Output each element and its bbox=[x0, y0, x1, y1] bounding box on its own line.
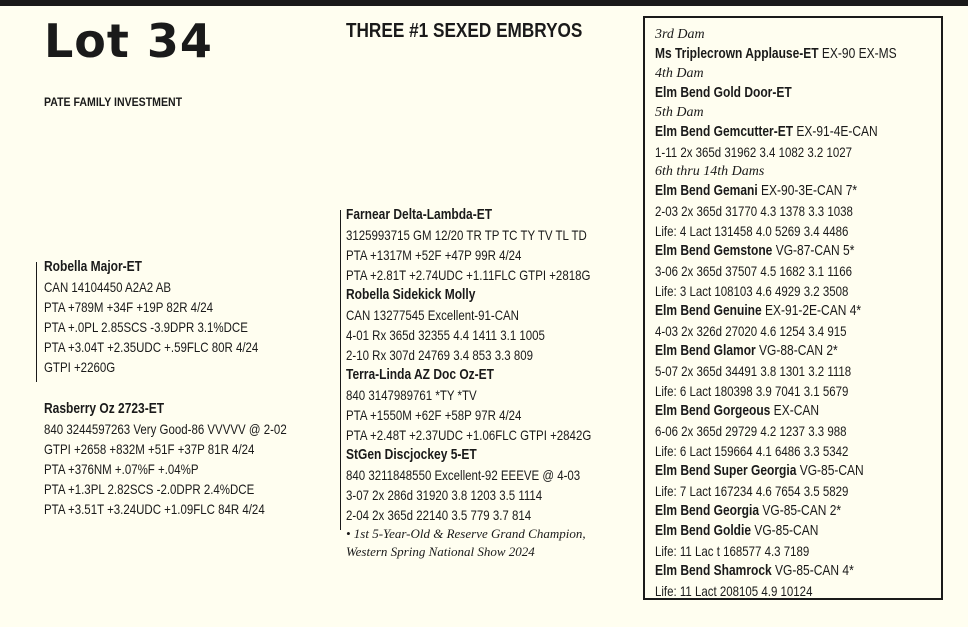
dam-name: Elm Bend Glamor VG-88-CAN 2* bbox=[655, 342, 838, 359]
pedigree-line: PTA +2.48T +2.37UDC +1.06FLC GTPI +2842G bbox=[346, 427, 592, 443]
top-rule bbox=[0, 0, 968, 6]
sire2-line: PTA +1.3PL 2.82SCS -2.0DPR 2.4%DCE bbox=[44, 481, 255, 497]
sire2-line: 840 3244597263 Very Good-86 VVVVV @ 2-02 bbox=[44, 421, 287, 437]
dam-name: Ms Triplecrown Applause-ET EX-90 EX-MS bbox=[655, 45, 897, 62]
sire-bracket bbox=[36, 262, 37, 382]
generation-label: 3rd Dam bbox=[655, 27, 705, 42]
dam-record-line: Life: 7 Lact 167234 4.6 7654 3.5 5829 bbox=[655, 483, 849, 499]
sire2-line: GTPI +2658 +832M +51F +37P 81R 4/24 bbox=[44, 441, 255, 457]
pedigree-line: 840 3211848550 Excellent-92 EEEVE @ 4-03 bbox=[346, 467, 581, 483]
pedigree-name: Terra-Linda AZ Doc Oz-ET bbox=[346, 366, 495, 383]
sire-line: PTA +789M +34F +19P 82R 4/24 bbox=[44, 299, 214, 315]
award-note: Western Spring National Show 2024 bbox=[346, 544, 535, 559]
pedigree-name: StGen Discjockey 5-ET bbox=[346, 446, 477, 463]
sire2-name: Rasberry Oz 2723-ET bbox=[44, 400, 165, 417]
dam-record-line: Life: 11 Lact 208105 4.9 10124 bbox=[655, 583, 813, 599]
dam-record-line: 5-07 2x 365d 34491 3.8 1301 3.2 1118 bbox=[655, 363, 852, 379]
pedigree-line: 2-04 2x 365d 22140 3.5 779 3.7 814 bbox=[346, 507, 532, 523]
dam-record-line: 2-03 2x 365d 31770 4.3 1378 3.3 1038 bbox=[655, 203, 853, 219]
sire-line: PTA +.0PL 2.85SCS -3.9DPR 3.1%DCE bbox=[44, 319, 248, 335]
dam-name: Elm Bend Gemcutter-ET EX-91-4E-CAN bbox=[655, 123, 878, 140]
sire-line: GTPI +2260G bbox=[44, 359, 116, 375]
dam-name: Elm Bend Gemstone VG-87-CAN 5* bbox=[655, 242, 855, 259]
pedigree-line: CAN 13277545 Excellent-91-CAN bbox=[346, 307, 519, 323]
pedigree-bracket bbox=[340, 290, 341, 370]
sire2-line: PTA +3.51T +3.24UDC +1.09FLC 84R 4/24 bbox=[44, 501, 265, 517]
pedigree-bracket bbox=[340, 450, 341, 530]
dam-record-line: 3-06 2x 365d 37507 4.5 1682 3.1 1166 bbox=[655, 263, 853, 279]
lot-title: Lot 34 bbox=[44, 14, 213, 68]
dam-record-line: Life: 6 Lact 180398 3.9 7041 3.1 5679 bbox=[655, 383, 849, 399]
dam-record-line: 4-03 2x 326d 27020 4.6 1254 3.4 915 bbox=[655, 323, 847, 339]
dam-record-line: Life: 4 Lact 131458 4.0 5269 3.4 4486 bbox=[655, 223, 849, 239]
dam-name: Elm Bend Shamrock VG-85-CAN 4* bbox=[655, 562, 854, 579]
sire-name: Robella Major-ET bbox=[44, 258, 143, 275]
sire2-line: PTA +376NM +.07%F +.04%P bbox=[44, 461, 199, 477]
sire-line: PTA +3.04T +2.35UDC +.59FLC 80R 4/24 bbox=[44, 339, 259, 355]
offering-headline: THREE #1 SEXED EMBRYOS bbox=[346, 20, 583, 42]
sire2-block bbox=[44, 399, 340, 519]
dam-family-list bbox=[655, 25, 957, 601]
award-note: • 1st 5-Year-Old & Reserve Grand Champion, bbox=[346, 526, 586, 541]
pedigree-line: 840 3147989761 *TY *TV bbox=[346, 387, 477, 403]
sire-line: CAN 14104450 A2A2 AB bbox=[44, 279, 172, 295]
pedigree-name: Farnear Delta-Lambda-ET bbox=[346, 206, 493, 223]
pedigree-line: 2-10 Rx 307d 24769 3.4 853 3.3 809 bbox=[346, 347, 534, 363]
dam-name: Elm Bend Gold Door-ET bbox=[655, 84, 792, 101]
pedigree-line: PTA +1550M +62F +58P 97R 4/24 bbox=[346, 407, 522, 423]
pedigree-line: 4-01 Rx 365d 32355 4.4 1411 3.1 1005 bbox=[346, 327, 545, 343]
generation-label: 6th thru 14th Dams bbox=[655, 164, 765, 179]
dam-pedigree bbox=[346, 205, 645, 561]
pedigree-line: PTA +1317M +52F +47P 99R 4/24 bbox=[346, 247, 522, 263]
pedigree-line: 3125993715 GM 12/20 TR TP TC TY TV TL TD bbox=[346, 227, 587, 243]
dam-record-line: Life: 3 Lact 108103 4.6 4929 3.2 3508 bbox=[655, 283, 849, 299]
dam-name: Elm Bend Super Georgia VG-85-CAN bbox=[655, 462, 864, 479]
generation-label: 5th Dam bbox=[655, 105, 704, 120]
dam-name: Elm Bend Goldie VG-85-CAN bbox=[655, 522, 819, 539]
dam-name: Elm Bend Gemani EX-90-3E-CAN 7* bbox=[655, 182, 858, 199]
dam-family-box bbox=[643, 16, 943, 600]
pedigree-bracket bbox=[340, 370, 341, 450]
sire-block bbox=[44, 257, 305, 377]
pedigree-line: PTA +2.81T +2.74UDC +1.11FLC GTPI +2818G bbox=[346, 267, 591, 283]
dam-record-line: 1-11 2x 365d 31962 3.4 1082 3.2 1027 bbox=[655, 144, 853, 160]
dam-record-line: Life: 11 Lac t 168577 4.3 7189 bbox=[655, 543, 810, 559]
dam-name: Elm Bend Gorgeous EX-CAN bbox=[655, 402, 820, 419]
dam-name: Elm Bend Georgia VG-85-CAN 2* bbox=[655, 502, 842, 519]
generation-label: 4th Dam bbox=[655, 66, 704, 81]
pedigree-line: 3-07 2x 286d 31920 3.8 1203 3.5 1114 bbox=[346, 487, 543, 503]
pedigree-name: Robella Sidekick Molly bbox=[346, 286, 476, 303]
dam-record-line: Life: 6 Lact 159664 4.1 6486 3.3 5342 bbox=[655, 443, 849, 459]
seller-name: PATE FAMILY INVESTMENT bbox=[44, 95, 183, 109]
pedigree-bracket bbox=[340, 210, 341, 290]
dam-name: Elm Bend Genuine EX-91-2E-CAN 4* bbox=[655, 302, 862, 319]
dam-record-line: 6-06 2x 365d 29729 4.2 1237 3.3 988 bbox=[655, 423, 847, 439]
